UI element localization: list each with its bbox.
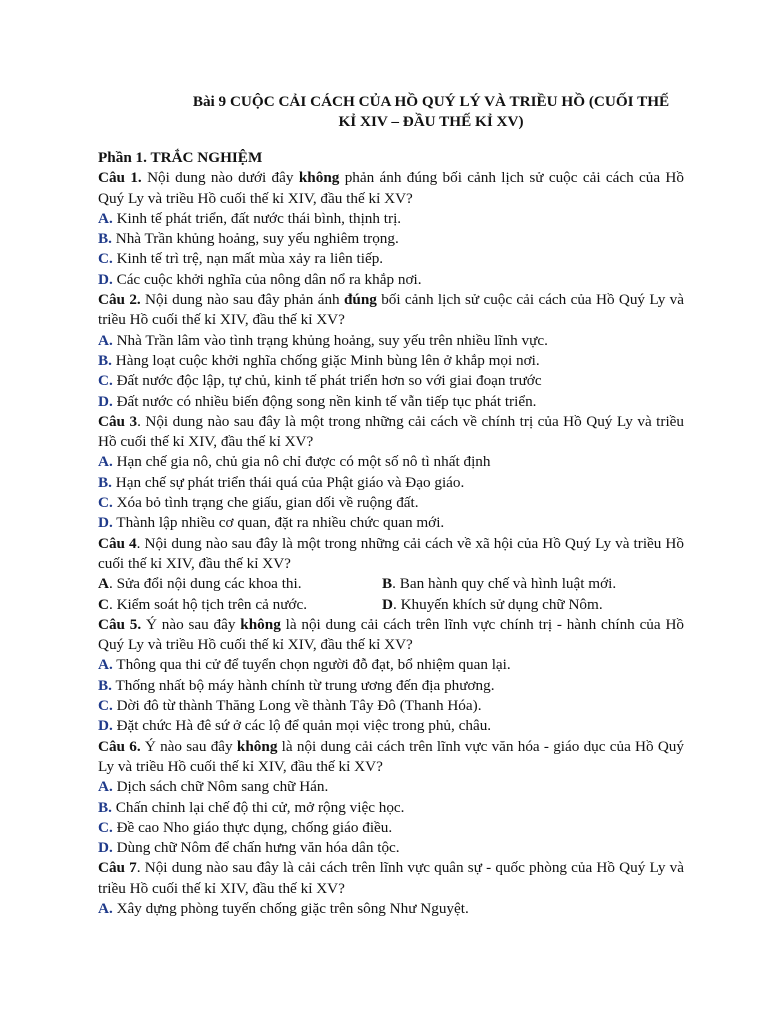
option-letter: A.: [98, 899, 113, 917]
question-2-text-post: bối cảnh lịch sử cuộc cải cách của Hồ Quý Ly và triều Hồ cuối thế kỉ XIV, đầu thế kỉ XV?: [98, 291, 684, 329]
option-letter: D.: [98, 717, 113, 735]
question-1-option-c: [98, 249, 684, 269]
question-6-option-d: [98, 838, 684, 858]
question-3-option-c: [98, 493, 684, 513]
option-letter: B.: [98, 230, 112, 248]
question-4-option-d: [382, 595, 666, 615]
question-5-label: Câu 5.: [98, 615, 142, 633]
option-letter: B.: [98, 676, 112, 694]
question-6-text-pre: Ý nào sau đây: [140, 737, 237, 755]
option-letter: D.: [98, 839, 113, 857]
question-5-option-d: [98, 716, 684, 736]
option-text: Dịch sách chữ Nôm sang chữ Hán.: [112, 778, 329, 796]
question-2-emphasis: đúng: [343, 291, 377, 309]
question-2-option-c: [98, 371, 684, 391]
option-text: Thông qua thi cử để tuyển chọn người đỗ đạt, bổ nhiệm quan lại.: [112, 656, 511, 674]
option-text: Đất nước có nhiều biến động song nền kinh tế vẫn tiếp tục phát triển.: [112, 392, 537, 410]
option-letter: A.: [98, 331, 113, 349]
question-3-option-a: [98, 452, 684, 472]
option-text: Kinh tế trì trệ, nạn mất mùa xảy ra liên tiếp.: [112, 250, 384, 268]
question-5-text-post: là nội dung cải cách trên lĩnh vực chính trị - hành chính của Hồ Quý Ly và triều Hồ cuối thế kỉ XIV, đầu thế kỉ XV?: [98, 615, 685, 654]
question-2-text-pre: Nội dung nào sau đây phản ánh: [140, 291, 344, 309]
option-text: Đề cao Nho giáo thực dụng, chống giáo điều.: [112, 818, 393, 836]
option-letter: A.: [98, 453, 113, 471]
option-letter: C.: [98, 250, 113, 268]
option-text: Hạn chế gia nô, chủ gia nô chỉ được có một số nô tì nhất định: [112, 453, 491, 471]
question-1-text-post: phản ánh đúng bối cảnh lịch sử cuộc cải cách của Hồ Quý Ly và triều Hồ cuối thế kỉ XIV, đầu thế kỉ XV?: [98, 169, 684, 207]
question-1-option-b: [98, 229, 684, 249]
question-2-label: Câu 2.: [98, 291, 141, 309]
question-4-option-b: [382, 574, 666, 594]
question-5-emphasis: không: [240, 615, 281, 633]
option-letter: D.: [98, 270, 113, 288]
question-1-label: Câu 1.: [98, 169, 142, 187]
question-5: [98, 615, 684, 656]
option-letter: B: [382, 575, 393, 593]
option-text: . Khuyến khích sử dụng chữ Nôm.: [392, 595, 603, 613]
question-2: [98, 290, 684, 331]
option-text: Thành lập nhiều cơ quan, đặt ra nhiều chức quan mới.: [112, 514, 445, 532]
question-1-text-pre: Nội dung nào dưới đây: [141, 169, 299, 187]
option-text: Hạn chế sự phát triển thái quá của Phật giáo và Đạo giáo.: [111, 473, 465, 491]
option-letter: A: [98, 575, 109, 593]
question-6-text-post: là nội dung cải cách trên lĩnh vực văn hóa - giáo dục của Hồ Quý Ly và triều Hồ cuối thế kỉ XIV, đầu thế kỉ XV?: [98, 737, 684, 775]
question-1: [98, 168, 684, 209]
lesson-title-line-1: Bài 9 CUỘC CẢI CÁCH CỦA HỒ QUÝ LÝ VÀ TRIỀU HỒ (CUỐI THẾ: [192, 93, 670, 110]
option-letter: C.: [98, 494, 113, 512]
option-text: Thống nhất bộ máy hành chính từ trung ương đến địa phương.: [111, 676, 495, 694]
question-3: [98, 412, 684, 453]
question-6-option-a: [98, 777, 684, 797]
question-4-options-row-2: [98, 595, 684, 615]
option-letter: A.: [98, 778, 113, 796]
question-4-option-a: [98, 574, 382, 594]
option-letter: D.: [98, 514, 113, 532]
question-3-label: Câu 3: [98, 412, 138, 430]
question-5-option-b: [98, 676, 684, 696]
option-text: Đất nước độc lập, tự chủ, kinh tế phát triển hơn so với giai đoạn trước: [112, 372, 542, 390]
lesson-title: [98, 92, 684, 132]
question-2-option-d: [98, 392, 684, 412]
option-text: . Kiểm soát hộ tịch trên cả nước.: [108, 595, 307, 613]
question-5-option-a: [98, 655, 684, 675]
option-text: Nhà Trần lâm vào tình trạng khủng hoảng, suy yếu trên nhiều lĩnh vực.: [112, 331, 548, 349]
question-1-option-a: [98, 209, 684, 229]
question-6-option-c: [98, 818, 684, 838]
section-heading: Phần 1. TRẮC NGHIỆM: [98, 149, 263, 166]
question-2-option-b: [98, 351, 684, 371]
option-text: Hàng loạt cuộc khởi nghĩa chống giặc Minh bùng lên ở khắp mọi nơi.: [111, 351, 540, 369]
option-text: . Sửa đổi nội dung các khoa thi.: [108, 575, 302, 593]
question-7: [98, 858, 684, 899]
question-4: [98, 534, 684, 575]
option-text: Chấn chỉnh lại chế độ thi cử, mở rộng việc học.: [111, 798, 405, 816]
question-3-option-d: [98, 513, 684, 533]
option-text: Các cuộc khởi nghĩa của nông dân nổ ra khắp nơi.: [112, 270, 422, 288]
question-1-option-d: [98, 270, 684, 290]
question-2-option-a: [98, 331, 684, 351]
option-letter: C: [98, 595, 109, 613]
question-4-options-row-1: [98, 574, 684, 594]
option-letter: A.: [98, 209, 113, 227]
question-1-emphasis: không: [298, 169, 340, 187]
question-6: [98, 737, 684, 778]
option-text: Dùng chữ Nôm để chấn hưng văn hóa dân tộc.: [112, 839, 400, 857]
question-6-label: Câu 6.: [98, 737, 141, 755]
question-7-label: Câu 7: [98, 859, 137, 877]
option-letter: B.: [98, 351, 112, 369]
question-4-option-c: [98, 595, 382, 615]
option-letter: B.: [98, 798, 112, 816]
option-text: Kinh tế phát triển, đất nước thái bình, thịnh trị.: [112, 209, 402, 227]
question-6-option-b: [98, 798, 684, 818]
option-text: Xóa bỏ tình trạng che giấu, gian dối về ruộng đất.: [112, 494, 419, 512]
question-4-label: Câu 4: [98, 534, 137, 552]
question-7-option-a: [98, 899, 684, 919]
option-text: Đặt chức Hà đê sứ ở các lộ để quản mọi việc trong phủ, châu.: [112, 717, 492, 735]
question-5-option-c: [98, 696, 684, 716]
option-letter: C.: [98, 372, 113, 390]
option-letter: D: [382, 595, 393, 613]
option-letter: C.: [98, 697, 113, 715]
question-7-text: . Nội dung nào sau đây là cải cách trên lĩnh vực quân sự - quốc phòng của Hồ Quý Ly và triều Hồ cuối thế kỉ XIV, đầu thế kỉ XV?: [98, 859, 684, 897]
option-letter: D.: [98, 392, 113, 410]
question-4-text: . Nội dung nào sau đây là một trong những cải cách về xã hội của Hồ Quý Ly và triều Hồ cuối thế kỉ XIV, đầu thế kỉ XV?: [98, 534, 684, 572]
lesson-title-line-2: KỈ XIV – ĐẦU THẾ KỈ XV): [338, 113, 524, 130]
option-text: Dời đô từ thành Thăng Long về thành Tây Đô (Thanh Hóa).: [112, 697, 482, 715]
question-3-text: . Nội dung nào sau đây là một trong những cải cách về chính trị của Hồ Quý Ly và triều Hồ cuối thế kỉ XIV, đầu thế kỉ XV?: [98, 412, 685, 451]
question-3-option-b: [98, 473, 684, 493]
option-letter: A.: [98, 656, 113, 674]
question-6-emphasis: không: [236, 737, 278, 755]
option-text: . Ban hành quy chế và hình luật mới.: [392, 575, 617, 593]
document-page: [98, 92, 684, 919]
option-letter: C.: [98, 818, 113, 836]
question-5-text-pre: Ý nào sau đây: [141, 615, 241, 633]
option-letter: B.: [98, 473, 112, 491]
option-text: Nhà Trần khủng hoảng, suy yếu nghiêm trọng.: [111, 230, 399, 248]
option-text: Xây dựng phòng tuyến chống giặc trên sông Như Nguyệt.: [112, 899, 469, 917]
